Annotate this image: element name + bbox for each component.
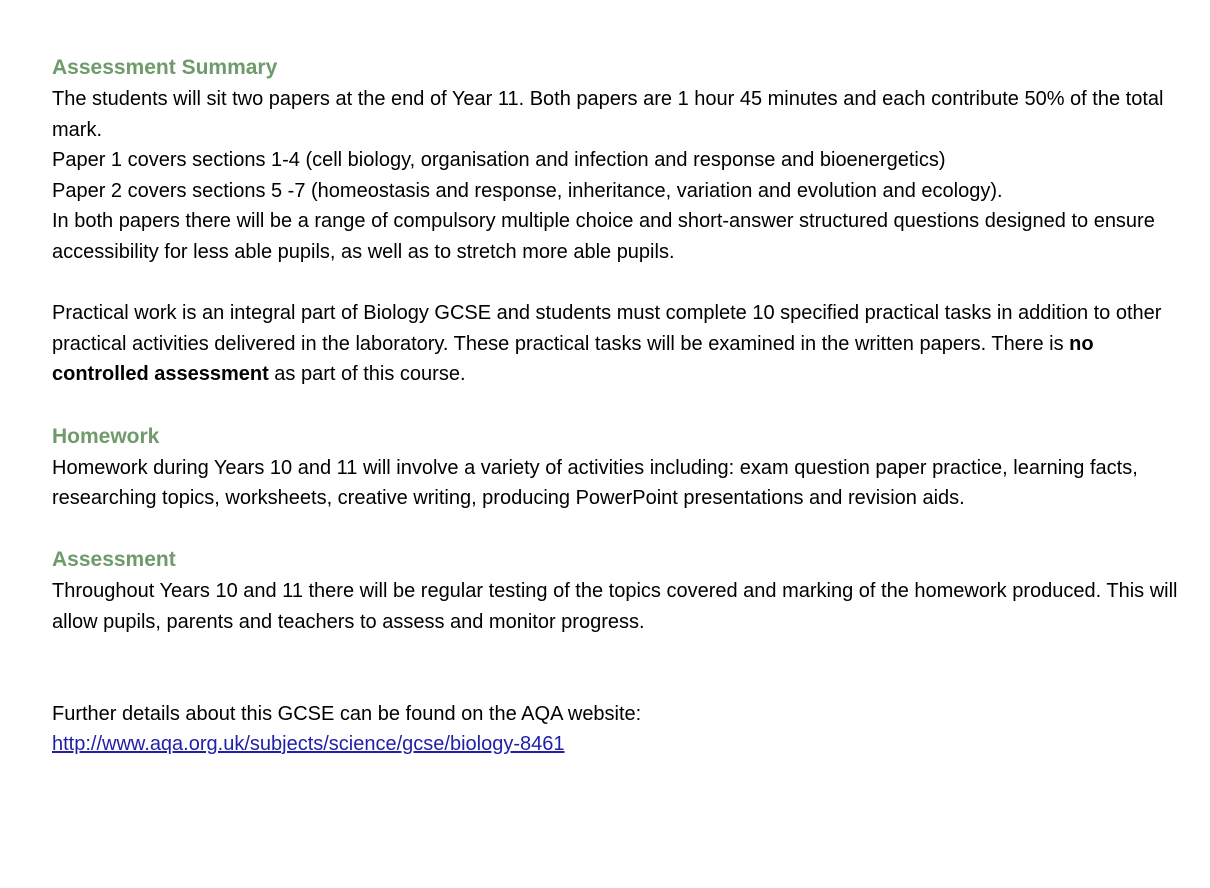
spacer bbox=[52, 390, 1182, 421]
homework-heading: Homework bbox=[52, 424, 160, 448]
assessment-summary-paragraph-2: Paper 1 covers sections 1-4 (cell biology, organisation and infection and response and bioenergetics) bbox=[52, 149, 946, 172]
practical-work-paragraph bbox=[52, 298, 1182, 390]
spacer bbox=[52, 638, 1182, 699]
assessment-summary-paragraph-1: The students will sit two papers at the end of Year 11. Both papers are 1 hour 45 minutes and each contribute 50% of the total mark. bbox=[52, 88, 1164, 141]
aqa-website-link[interactable]: http://www.aqa.org.uk/subjects/science/gcse/biology-8461 bbox=[52, 733, 565, 756]
document-page bbox=[52, 52, 1182, 760]
assessment-summary-paragraph-4: In both papers there will be a range of compulsory multiple choice and short-answer structured questions designed to ensure accessibility for less able pupils, as well as to stretch more able pupils. bbox=[52, 210, 1155, 263]
assessment-summary-paragraph-3: Paper 2 covers sections 5 -7 (homeostasis and response, inheritance, variation and evolution and ecology). bbox=[52, 179, 1003, 202]
practical-text-end: as part of this course. bbox=[268, 363, 466, 386]
spacer bbox=[52, 514, 1182, 545]
assessment-summary-heading: Assessment Summary bbox=[52, 56, 278, 79]
spacer bbox=[52, 268, 1182, 299]
assessment-heading: Assessment bbox=[52, 548, 176, 572]
homework-paragraph: Homework during Years 10 and 11 will involve a variety of activities including: exam question paper practice, learning facts, researching topics, worksheets, creative writing, producing PowerPoint presentations and revision aids. bbox=[52, 456, 1138, 510]
further-details-text: Further details about this GCSE can be found on the AQA website: bbox=[52, 702, 642, 725]
assessment-paragraph: Throughout Years 10 and 11 there will be regular testing of the topics covered and marking of the homework produced. This will allow pupils, parents and teachers to assess and monitor progress. bbox=[52, 580, 1178, 633]
practical-text-bold: no controlled assessment bbox=[52, 332, 1094, 386]
practical-text-start: Practical work is an integral part of Biology GCSE and students must complete 10 specified practical tasks in addition to other practical activities delivered in the laboratory. These practical tasks will be examined in the written papers. There is bbox=[52, 302, 1162, 355]
